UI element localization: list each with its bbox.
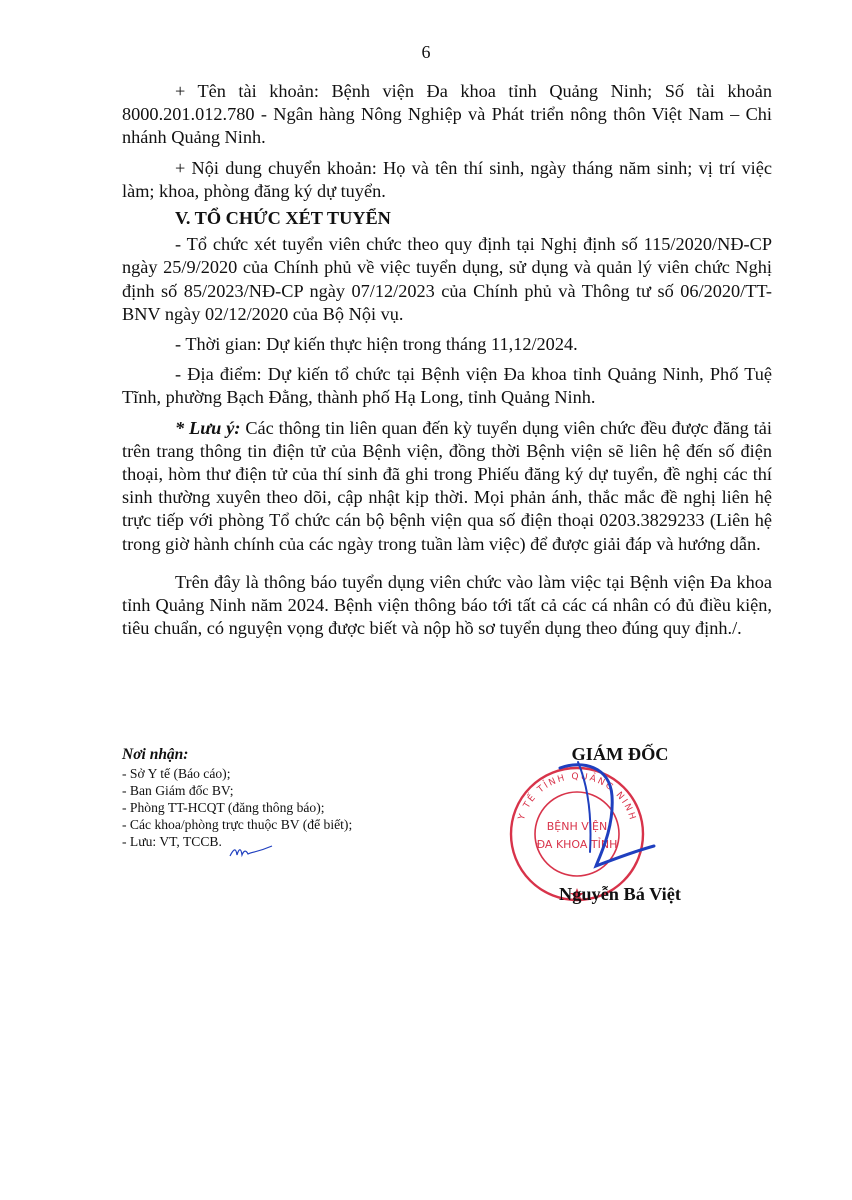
recipient-item: - Các khoa/phòng trực thuộc BV (để biết); [122,817,353,832]
seal-inner-line2: ĐA KHOA TỈNH [536,838,618,851]
recipients-title: Nơi nhận: [122,746,189,763]
recipient-item: - Phòng TT-HCQT (đăng thông báo); [122,800,325,815]
signer-name: Nguyễn Bá Việt [559,884,681,904]
page-number: 6 [421,42,431,62]
signer-title: GIÁM ĐỐC [571,744,669,764]
section-item-time: - Thời gian: Dự kiến thực hiện trong tháng 11,12/2024. [175,334,578,355]
recipient-item: - Lưu: VT, TCCB. [122,834,222,849]
initials-mark [228,840,276,862]
svg-text:Y TẾ TỈNH QUẢNG NINH [517,772,638,823]
note-label: * Lưu ý: [175,417,241,438]
recipients-block [122,746,442,850]
section-item-location: - Địa điểm: Dự kiến tổ chức tại Bệnh viện Đa khoa tỉnh Quảng Ninh, Phố Tuệ Tĩnh, phường Bạch Đằng, thành phố Hạ Long, tỉnh Quảng Ninh. [122,364,772,408]
paragraph-transfer-content: + Nội dung chuyển khoản: Họ và tên thí sinh, ngày tháng năm sinh; vị trí việc làm; khoa, phòng đăng ký dự tuyển. [122,157,772,201]
closing-paragraph: Trên đây là thông báo tuyển dụng viên chức vào làm việc tại Bệnh viện Đa khoa tỉnh Quảng Ninh năm 2024. Bệnh viện thông báo tới tất cả các cá nhân có đủ điều kiện, tiêu chuẩn, có nguyện vọng được biết và nộp hồ sơ tuyển dụng theo đúng quy định./. [122,571,772,639]
recipients-list [122,765,442,850]
note-text: Các thông tin liên quan đến kỳ tuyển dụng viên chức đều được đăng tải trên trang thông tin điện tử của Bệnh viện, đồng thời Bệnh viện sẽ liên hệ đến số điện thoại, hòm thư điện tử của thí sinh đã ghi trong Phiếu đăng ký dự tuyển, đề nghị các thí sinh thường xuyên theo dõi, cập nhật kịp thời. Mọi phản ánh, thắc mắc đề nghị liên hệ trực tiếp với phòng Tổ chức cán bộ bệnh viện qua số điện thoại 0203.3829233 (Liên hệ trong giờ hành chính của các ngày trong tuần làm việc) để được giải đáp và hướng dẫn. [122,417,772,554]
paragraph-account: + Tên tài khoản: Bệnh viện Đa khoa tỉnh Quảng Ninh; Số tài khoản 8000.201.012.780 - Ngân hàng Nông Nghiệp và Phát triển nông thôn Việt Nam – Chi nhánh Quảng Ninh. [122,81,772,148]
seal-outer-text: Y TẾ TỈNH QUẢNG NINH [516,771,638,823]
section-heading: V. TỔ CHỨC XÉT TUYỂN [175,208,391,229]
seal-inner-line1: BỆNH VIỆN [546,820,608,833]
recipient-item: - Sở Y tế (Báo cáo); [122,766,231,781]
recipient-item: - Ban Giám đốc BV; [122,783,234,798]
signature-block [516,744,720,904]
section-item-legal-basis: - Tổ chức xét tuyển viên chức theo quy định tại Nghị định số 115/2020/NĐ-CP ngày 25/9/2020 của Chính phủ về việc tuyển dụng, sử dụng và quản lý viên chức Nghị định số 85/2023/NĐ-CP ngày 07/12/2023 của Chính phủ và Thông tư số 06/2020/TT-BNV ngày 02/12/2020 của Bộ Nội vụ. [122,234,772,324]
document-body [122,80,772,647]
note-paragraph [122,417,772,556]
